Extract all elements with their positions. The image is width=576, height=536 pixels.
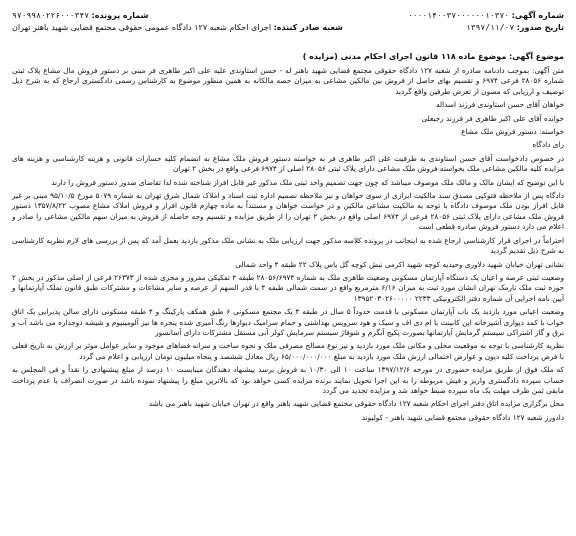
auction-paragraph: که ملک فوق از طریق مزایده حضوری در مورخه ۱۳۹۷/۱۲/۶ ساعت ۱۰ الی ۱۰/۳۰ به فروش برسد پیشنهاد دهندگان میبایست ۱۰ درصد از مبلغ پیشنهادی را نقداً و فی المجلس به حساب سپرده دادگستری واریز و فیش مربوطه را به این اجرا تحویل نمایند برنده مزایده کسی خواهد بود که بالاترین مبلغ را پیشنهاد نموده باشد در صورت انصراف یا عدم پرداخت مابقی ثمن ظرف مهلت یک ماه سپرده ضبط خواهد شد و مزایده تجدید می گردد	[12, 365, 564, 395]
ad-number-label: شماره آگهی:	[511, 11, 564, 20]
address-line: نشانی تهران خیابان شهید دلاوری وحیدیه کوچه شهید اکرمی نبش کوچه گل یاس پلاک ۲۲ طبقه ۴ واحد شمالی	[235, 259, 564, 269]
issuing-branch-value: اجرای احکام شعبه ۱۲۷ دادگاه عمومی حقوقی مجتمع قضایی شهید باهنر تهران	[12, 23, 272, 32]
ruling-title: رای دادگاه	[532, 140, 564, 150]
notice-header	[12, 10, 564, 34]
issuing-branch-label: شعبه صادر کننده:	[273, 23, 343, 32]
case-number	[12, 10, 148, 22]
condition-paragraph: وضعیت اعیانی مورد بازدید یک باب آپارتمان مسکونی با قدمت حدوداً ۵ سال در طبقه ۴ یک مجتمع مسکونی ۶ طبق همکف پارکینگ و ۴ طبقه مسکونی دارای سالن پذیرایی یک اتاق خواب با کمد دیواری آشپزخانه اپن کابینت با ام دی اف و سیک و هود سرویس بهداشتی و حمام سرامیک دیوارها رنگ آمیزی شده پنجره ها نیز آلومینیوم و شیشه دوجداره می باشد آب و برق و گاز اشتراکی سیستم گرمایش آپارتمانها بصورت پکیج آبگرم و شوفاژ سیستم سرمایش کولر آبی مستقل مشترکات دارای آسانسور	[12, 307, 564, 337]
expert-paragraph: احتراماً در اجرای قرار کارشناسی ارجاع شده به اینجانب در پرونده کلاسه مذکور جهت ارزیابی ملک به نشانی ملک مذکور بازدید بعمل آمد که پس از بررسی های لازم نظریه کارشناسی به شرح ذیل تقدیم گردید	[12, 235, 564, 256]
header-row-2	[12, 22, 564, 34]
court-notice-page	[8, 8, 568, 520]
issue-date-value: ۱۳۹۷/۱۱/۰۷	[465, 23, 515, 32]
reasoning-paragraph: دادگاه پس از ملاحظه فتوکپی مصدق سند مالکیت ابرازی از سوی خواهان و نیز ملاحظه تصمیم اداره ثبت اسناد و املاک شمال شرق تهران به شماره ۵۰۷۹ مورخ ۹۵/۱۰/۵ مبنی بر غیر قابل افراز بودن ملک موصوف دادگاه با توجه به مالکیت مشاعی مالکین و در خواست خواهان و مستنداً به ماده چهارم قانون افراز و فروش املاک مشاع مصوب ۱۳۵۷/۸/۲۲ دستور فروش ملک مشاعی دارای پلاک ثبتی ۲۸۰۵۶ فرعی از ۶۹۷۴ اصلی واقع در بخش ۲ تهران را از طریق مزایده و تقسیم وجه حاصله از فروش به میزان سهم مالکین مشاعی را صادر و اعلام می دارد دستور فروش صادره قطعی است	[12, 191, 565, 232]
signature-line: دادورز شعبه ۱۲۷ دادگاه حقوقی مجتمع قضایی شهید باهنر - کولیوند	[361, 412, 564, 422]
orders-paragraph: با این توضیح که ایشان مالک و مالک ملک موصوف میباشد که چون جهت تصمیم واحد ثبتی ملک مذکور غیر قابل افراز شناخته شده لذا تقاضای صدور دستور فروش را دارند	[51, 177, 564, 187]
place-paragraph: محل برگزاری مزایده اتاق دفتر اجرای احکام شعبه ۱۲۷ دادگاه حقوقی مجتمع قضایی شهید باهنر واقع در تهران خیابان شهید باهنر می باشد	[148, 399, 564, 409]
notice-body	[12, 66, 564, 426]
case-number-value: ۹۷۰۹۹۸۰۲۲۶۰۰۰۳۴۷	[12, 11, 90, 20]
deed-paragraph: وضعیت ثبتی عرصه و اعیان یک دستگاه آپارتمان مسکونی وضعیت ظاهری ملک به شماره ۲۸۰۵۶/۶۹۷۴ طبقه ۴ تفکیکی مفروز و مجزی شده از ۲۶۳۷۳ فرعی از اصلی مذکور در بخش ۲ حوزه ثبت ملک نارمک تهران انشان مورد ثبت به میزان ۶/۱۶ مترمربع واقع در سمت شمالی طبقه ۴ با قدر السهم از عرصه و سایر مشاعات و مشترکات طبق قانون تملک آپارتمانها و آیین نامه اجرایی آن شماره دفتر الکترونیکی ۲۲۳۳ ۱۳۹۵۲۰۳۰۲۶۰۰۰۰۰	[12, 272, 565, 303]
petitioner-line: خواهان آقای حسن استاوندی فرزند اسداله	[435, 100, 564, 110]
valuation-paragraph: نظریه کارشناسی با توجه به موقعیت محلی و مکانی ملک مورد بازدید و نیز نوع مصالح مصرفی ملک و نحوه ساخت و سرانه فضاهای موجود و سایر عوامل موثر بر ارزش به تاریخ فعلی با فرض پرداخت کلیه دیون و عوارض احتمالی ارزش ملک مورد بازدید به مبلغ ۶۵/۰۰۰/۰۰۰/۰۰۰ ریال معادل ششصد و پنجاه میلیون تومان ارزیابی و اعلام می گردد	[12, 341, 564, 361]
header-row-1	[12, 10, 564, 22]
issue-date-label: تاریخ صدور:	[516, 23, 564, 32]
case-number-label: شماره پرونده:	[91, 11, 149, 20]
issuing-branch	[12, 22, 343, 34]
ruling-paragraph: در خصوص دادخواست آقای حسن استاوندی به طرفیت علی اکبر طاهری فر به خواسته دستور فروش ملک مشاع به انضمام کلیه خسارات قانونی و هزینه کارشناسی و هزینه های مزایده کلیه مالکین مشاعی ملک بخواسته فروش ملک مشاعی دارای پلاک ثبتی ۲۸۰۵۶ اصلی از ۶۹۷۴ فرعی واقع در بخش ۲ تهران	[12, 153, 564, 174]
intro-paragraph: متن آگهی: بموجب دادنامه صادره از شعبه ۱۲۷ دادگاه حقوقی مجتمع قضایی شهید باهنر له - حسن استاوندی علیه علی اکبر طاهری فر مبنی بر دستور فروش مال مشاع پلاک ثبتی شماره ۲۸۰۵۶ فرعی ۶۹۷۴ و تقسیم بهای حاصل از فروش بین مالکین مشاعی به میزان حصه مالکانه به همین منظور موضوع به کارشناس رسمی دادگستری ارجاع که به شرح ذیل توصیف و ارزیابی که مصون از تعرض طرفین واقع گردید	[12, 66, 564, 96]
issue-date	[466, 22, 564, 34]
ad-number	[408, 10, 564, 22]
notice-topic: موضوع آگهی: موضوع ماده ۱۱۸ قانون اجرای احکام مدنی (مزایده )	[302, 52, 564, 61]
subject-line: خواسته: دستور فروش ملک مشاع	[461, 127, 564, 137]
ad-number-value: ۰۰۰۰۱۴۰۰۳۷۰۰۰۰۰۰۱۰۳۷۰	[407, 11, 510, 20]
respondent-line: خوانده آقای علی اکبر طاهری فر فرزند رجبعلی	[421, 113, 564, 123]
